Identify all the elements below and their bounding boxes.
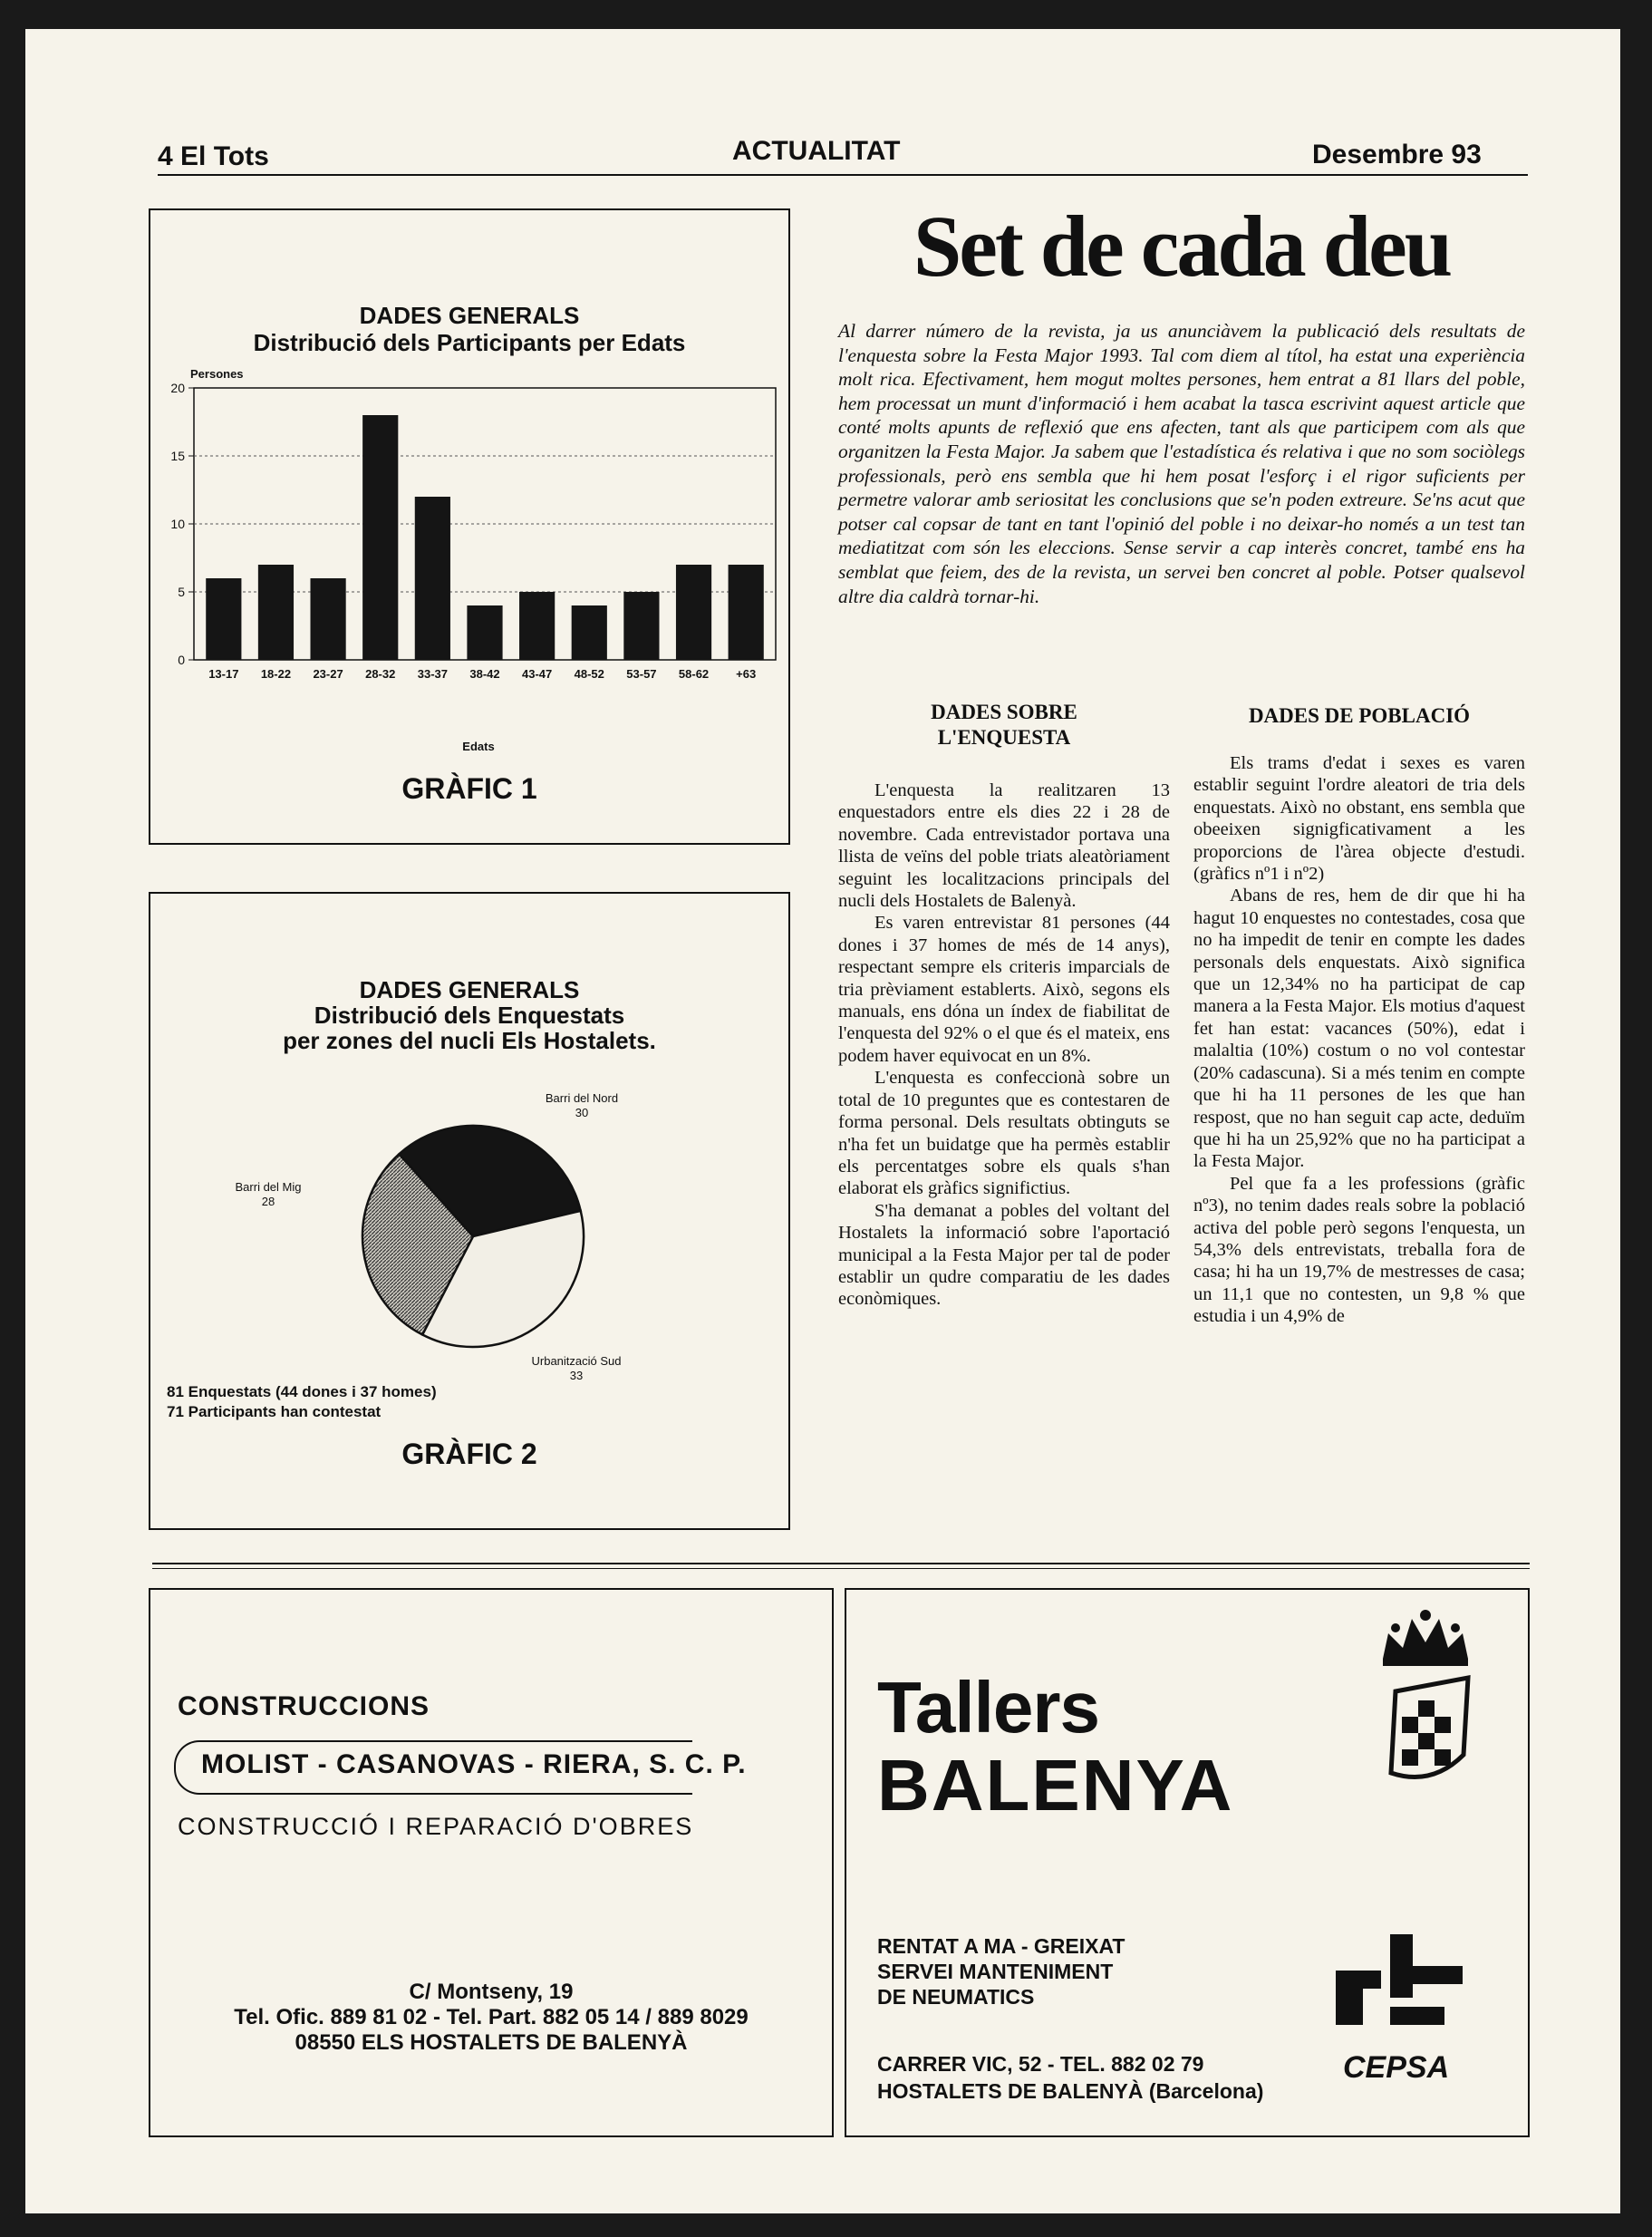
chart1-y-tick-label: 10: [170, 517, 185, 531]
ad-left-town: 08550 ELS HOSTALETS DE BALENYÀ: [295, 2030, 688, 2055]
chart2-slice-value: 30: [575, 1106, 589, 1119]
chart2-pie-chart: [150, 1091, 788, 1382]
ad-right-svc1: RENTAT A MA - GREIXAT: [877, 1934, 1125, 1958]
col1-paragraph: L'enquesta la realitzaren 13 enquestadors entre els dies 22 i 28 de novembre. Cada entrevistador portava una llista de veïns del poble triats aleatòriament seguint les localitzacions principals del nucli dels Hostalets de Balenyà.: [838, 780, 1170, 912]
chart1-bar: [729, 565, 764, 660]
chart1-x-tick-label: 33-37: [417, 667, 448, 681]
chart1-bar: [676, 565, 711, 660]
ad-left-line2: MOLIST - CASANOVAS - RIERA, S. C. P.: [201, 1749, 747, 1779]
chart1-bar: [310, 578, 345, 660]
chart2-slice-label: Barri del Nord: [545, 1091, 619, 1105]
col1-heading: DADES SOBRE L'ENQUESTA: [931, 701, 1077, 749]
chart1-bar-chart: [150, 364, 788, 754]
chart1-bar: [467, 605, 502, 660]
chart1-x-tick-label: 48-52: [574, 667, 604, 681]
chart1-bars: [206, 415, 764, 660]
chart2-note-line1: 81 Enquestats (44 dones i 37 homes): [167, 1383, 437, 1400]
section-label: ACTUALITAT: [732, 136, 901, 166]
ad-right-addr2: HOSTALETS DE BALENYÀ (Barcelona): [877, 2079, 1264, 2103]
ad-left-line1: CONSTRUCCIONS: [178, 1691, 430, 1721]
chart1-bar: [362, 415, 398, 660]
ad-left-phones: Tel. Ofic. 889 81 02 - Tel. Part. 882 05 14 / 889 8029: [234, 2005, 749, 2029]
article-intro: Al darrer número de la revista, ja us anunciàvem la publicació dels resultats de l'enquesta sobre la Festa Major 1993. Tal com diem al títol, ha estat una experiència molt rica. Efectivament, hem mogut moltes persones, hem entrat a 81 llars del poble, hem processat un munt d'informació i hem acabat la tasca escrivint aquest article que conté molts apunts de reflexió que ens afecten, tant als que participem com als que organitzen la Festa Major. Ja sabem que l'estadística és relativa i que no som sociòlegs professionals, però ens sembla que hi hem posat l'esforç i el rigor suficients per permetre valorar amb seriositat les conclusions que se'n poden extreure. Se'ns acut que potser cal copsar de tant en tant l'opinió del poble i no deixar-ho només a un test tan mediatitzat com són les eleccions. Sense servir a cap interès concret, també ens ha semblat que feiem, des de la revista, un servei ben concret al poble. Potser qualsevol altre dia caldrà tornar-hi.: [838, 320, 1525, 607]
chart1-bar: [206, 578, 241, 660]
chart1-bar: [572, 605, 607, 660]
ad-right-brand2: BALENYA: [877, 1745, 1234, 1825]
ad-left-line3: CONSTRUCCIÓ I REPARACIÓ D'OBRES: [178, 1813, 694, 1840]
chart1-x-tick-label: +63: [736, 667, 757, 681]
chart2-slice-label: Barri del Mig: [235, 1180, 302, 1194]
chart1-bar: [415, 497, 450, 660]
chart2-caption: GRÀFIC 2: [401, 1438, 537, 1470]
col2-paragraph: Els trams d'edat i sexes es varen establir seguint l'ordre aleatori de tria dels enquestats. Això no obstant, ens sembla que obeeixen signigficativament a les proporcions de l'àrea objecte d'estudi. (gràfics nº1 i nº2): [1193, 753, 1525, 885]
ads-rule-top: [152, 1563, 1530, 1564]
chart1-title-line2: Distribució dels Participants per Edats: [253, 329, 686, 356]
chart1-x-axis-label: Edats: [462, 740, 495, 753]
ad-construccions: [149, 1588, 834, 2137]
chart2-title-line1: DADES GENERALS: [359, 976, 580, 1003]
ad-right-brand1: Tallers: [877, 1667, 1099, 1748]
ad-right-svc2: SERVEI MANTENIMENT: [877, 1960, 1114, 1983]
article-title: Set de cada deu: [913, 198, 1451, 295]
magazine-page: [25, 29, 1620, 2213]
chart1-x-tick-label: 58-62: [678, 667, 710, 681]
chart1-y-tick-label: 0: [178, 653, 185, 667]
chart1-bar: [623, 592, 659, 660]
col1-paragraph: S'ha demanat a pobles del voltant del Hostalets la informació sobre l'aportació municipal a la Festa Major per tal de poder establir un qudre comparatiu de les dades econòmiques.: [838, 1200, 1170, 1310]
chart1-y-axis-label: Persones: [190, 367, 244, 381]
chart1-x-tick-label: 38-42: [469, 667, 500, 681]
page-number-label: 4 El Tots: [158, 141, 269, 171]
chart1-x-tick-label: 53-57: [626, 667, 657, 681]
chart2-title-line2: Distribució dels Enquestats: [314, 1002, 625, 1029]
chart1-x-tick-label: 43-47: [522, 667, 553, 681]
chart1-title-line1: DADES GENERALS: [359, 302, 580, 329]
ads-rule-bottom: [152, 1568, 1530, 1569]
chart2-slice-value: 33: [569, 1369, 584, 1382]
cepsa-logo-text: CEPSA: [1343, 2050, 1450, 2085]
chart2-title-line3: per zones del nucli Els Hostalets.: [283, 1027, 656, 1054]
chart1-x-tick-label: 13-17: [208, 667, 239, 681]
ad-right-addr1: CARRER VIC, 52 - TEL. 882 02 79: [877, 2052, 1204, 2076]
ad-right-svc3: DE NEUMATICS: [877, 1985, 1035, 2009]
header-rule: [158, 174, 1528, 176]
chart1-x-tick-label: 23-27: [313, 667, 343, 681]
article-column-1: [838, 780, 1170, 1311]
chart1-y-tick-label: 20: [170, 381, 185, 395]
col1-paragraph: Es varen entrevistar 81 persones (44 dones i 37 homes de més de 14 anys), respectant sempre els criteris imparcials de tria prèviament establerts. Això, segons els manuals, ens dóna un índex de fiabilitat de l'enquesta del 92% o el que és el mateix, ens podem haver equivocat en un 8%.: [838, 913, 1170, 1066]
chart2-slices: [362, 1126, 584, 1347]
chart2-slice-value: 28: [261, 1195, 275, 1208]
issue-date-label: Desembre 93: [1312, 140, 1482, 169]
col2-paragraph: Pel que fa a les professions (gràfic nº3), no tenim dades reals sobre la població activa del poble però segons l'enquesta, un 54,3% dels entrevistats, treballa fora de casa; hi ha un 19,7% de mestresses de casa; un 11,1 que no contesten, un 9,8 % que estudia i un 4,9% de: [1193, 1173, 1525, 1327]
article-column-2: [1193, 752, 1525, 1328]
chart1-x-tick-label: 28-32: [365, 667, 396, 681]
chart1-bar: [258, 565, 294, 660]
chart2-note-line2: 71 Participants han contestat: [167, 1403, 382, 1420]
chart2-slice-label: Urbanització Sud: [531, 1354, 622, 1368]
chart1-x-tick-label: 18-22: [260, 667, 292, 681]
chart1-caption: GRÀFIC 1: [401, 772, 537, 805]
col2-heading: DADES DE POBLACIÓ: [1248, 704, 1471, 727]
chart2-panel: [149, 892, 790, 1530]
chart1-panel: [149, 208, 790, 845]
ad-left-address: C/ Montseny, 19: [409, 1980, 574, 2004]
chart1-bar: [519, 592, 555, 660]
shield-icon: [1377, 1673, 1477, 1791]
chart1-y-tick-label: 15: [170, 449, 185, 463]
col1-paragraph: L'enquesta es confeccionà sobre un total de 10 preguntes que es contestaren de forma personal. Dels resultats obtinguts se n'ha fet un buidatge que ha permès establir els percentatges sobre els quals s'han elaborat els gràfics significtius.: [838, 1068, 1170, 1199]
cepsa-logo-icon: [1327, 1934, 1472, 2052]
col2-paragraph: Abans de res, hem de dir que hi ha hagut 10 enquestes no contestades, cosa que no ha impedit de tenir en compte les dades personals dels enquestats. Això significa que un 12,34% no ha participat de cap manera a la Festa Major. Els motius d'aquest fet han estat: vacances (50%), edat i malaltia (10%) costum o no vol contestar (20% cadascuna). Si a més tenim en compte que hi ha 11 persones de les que han respost, que no han seguit cap acte, deduïm que hi ha un 25,92% que no ha participat a la Festa Major.: [1193, 886, 1525, 1172]
ad-tallers-balenya: [845, 1588, 1530, 2137]
crown-icon: [1376, 1606, 1475, 1670]
chart1-y-tick-label: 5: [178, 585, 185, 599]
